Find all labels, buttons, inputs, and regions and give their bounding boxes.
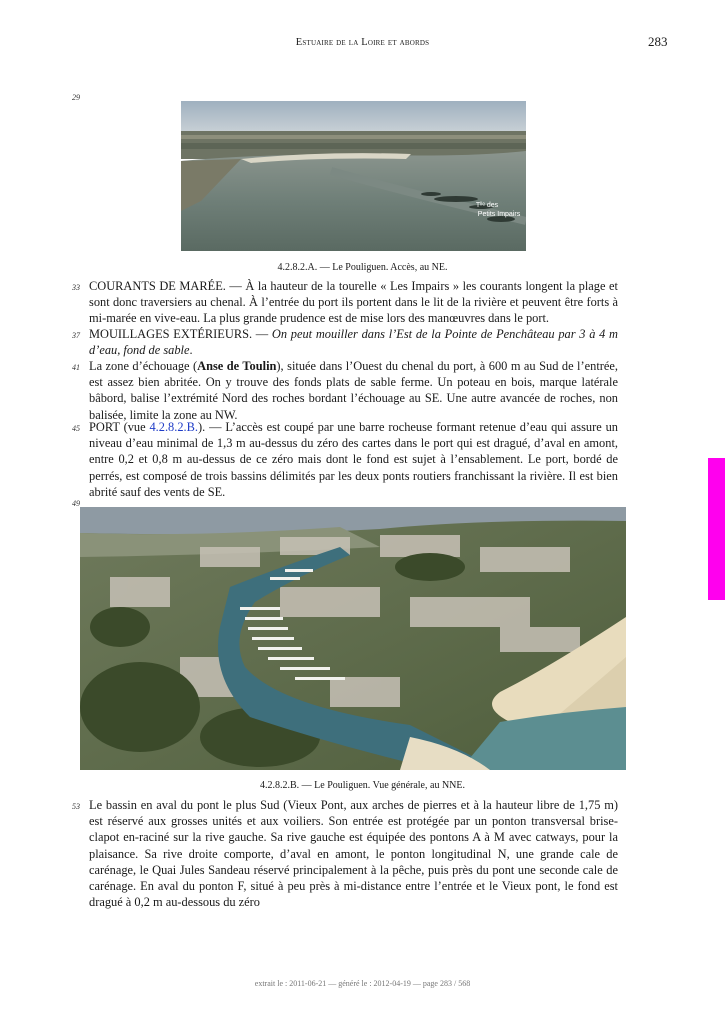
paragraph-courants: COURANTS DE MARÉE. — À la hauteur de la tourelle « Les Impairs » les courants longent la plage et sont donc traversiers au chenal. À l’entrée du port ils portent dans le lit de la rivière et peuvent être forts à mi-marée en vive-eau. La plus grande prudence est de mise lors des manœuvres dans le port. bbox=[89, 279, 618, 326]
figure-caption-b: 4.2.8.2.B. — Le Pouliguen. Vue générale, au NNE. bbox=[259, 780, 465, 791]
paragraph-port: PORT (vue 4.2.8.2.B.). — L’accès est coupé par une barre rocheuse formant retenue d’eau qui assure un niveau d’eau minimal de 1,3 m au-dessus du zéro des cartes dans le port qui est dragué, d’aval en amont, entre 0,2 et 0,8 m au-dessus de ce zéro mais dont le fond est sujet à l’ensablement. Le port, bordé de perrés, est composé de trois bassins délimités par les deux ponts routiers franchissant la rivière. Il est bien abrité sauf des vents de SE. bbox=[89, 420, 618, 499]
paragraph-mouillages: MOUILLAGES EXTÉRIEURS. — On peut mouiller dans l’Est de la Pointe de Penchâteau par 3 à 4 m d’eau, fond de sable. bbox=[89, 327, 618, 358]
line-number: 37 bbox=[72, 331, 80, 340]
page-number: 283 bbox=[648, 34, 668, 49]
photo-label-line1: Tˡˡᵉ des bbox=[475, 202, 499, 209]
running-header: Estuaire de la Loire et abords bbox=[295, 37, 430, 48]
figure-caption-a: 4.2.8.2.A. — Le Pouliguen. Accès, au NE. bbox=[277, 262, 448, 273]
section-tab-marker bbox=[708, 458, 725, 600]
line-number: 33 bbox=[72, 283, 80, 292]
line-number: 29 bbox=[72, 93, 80, 102]
paragraph-bassin-aval: Le bassin en aval du pont le plus Sud (Vieux Pont, aux arches de pierres et à la hauteur libre de 1,75 m) est réservé aux grosses unités et aux voiliers. Son entrée est protégée par un ponton transversal brise-clapot en-raciné sur la rive gauche. Sa rive gauche est équipée des pontons A à M avec catways, pour la plaisance. Sa rive droite comporte, d’aval en amont, le ponton longitudinal N, une grande cale de carénage, le Quai Jules Sandeau réservé principalement à la pêche, puis près du pont une seconde cale de carénage. En aval du ponton F, situé à peu près à mi-distance entre l’entrée et le Vieux pont, le fond est dragué à 0,2 m au-dessous du zéro bbox=[89, 798, 618, 910]
line-number: 53 bbox=[72, 802, 80, 811]
line-number: 49 bbox=[72, 499, 80, 508]
figure-link[interactable]: 4.2.8.2.B. bbox=[149, 420, 198, 434]
photo-le-pouliguen-acces bbox=[181, 101, 526, 251]
page-footer: extrait le : 2011-06-21 — généré le : 2012-04-19 — page 283 / 568 bbox=[254, 979, 471, 988]
photo-label-line2: Petits Impairs bbox=[477, 211, 521, 218]
line-number: 41 bbox=[72, 363, 80, 372]
paragraph-zone-echouage: La zone d’échouage (Anse de Toulin), située dans l’Ouest du chenal du port, à 600 m au Sud de l’entrée, est assez bien abritée. On y trouve des fonds plats de sable ferme. Un poteau en bois, marque latérale bâbord, balise l’extrémité Nord des roches bordant l’échouage au SE. Une autre avancée de roches, non balisée, limite la zone au NW. bbox=[89, 359, 618, 422]
photo-le-pouliguen-vue-generale bbox=[80, 507, 626, 770]
line-number: 45 bbox=[72, 424, 80, 433]
